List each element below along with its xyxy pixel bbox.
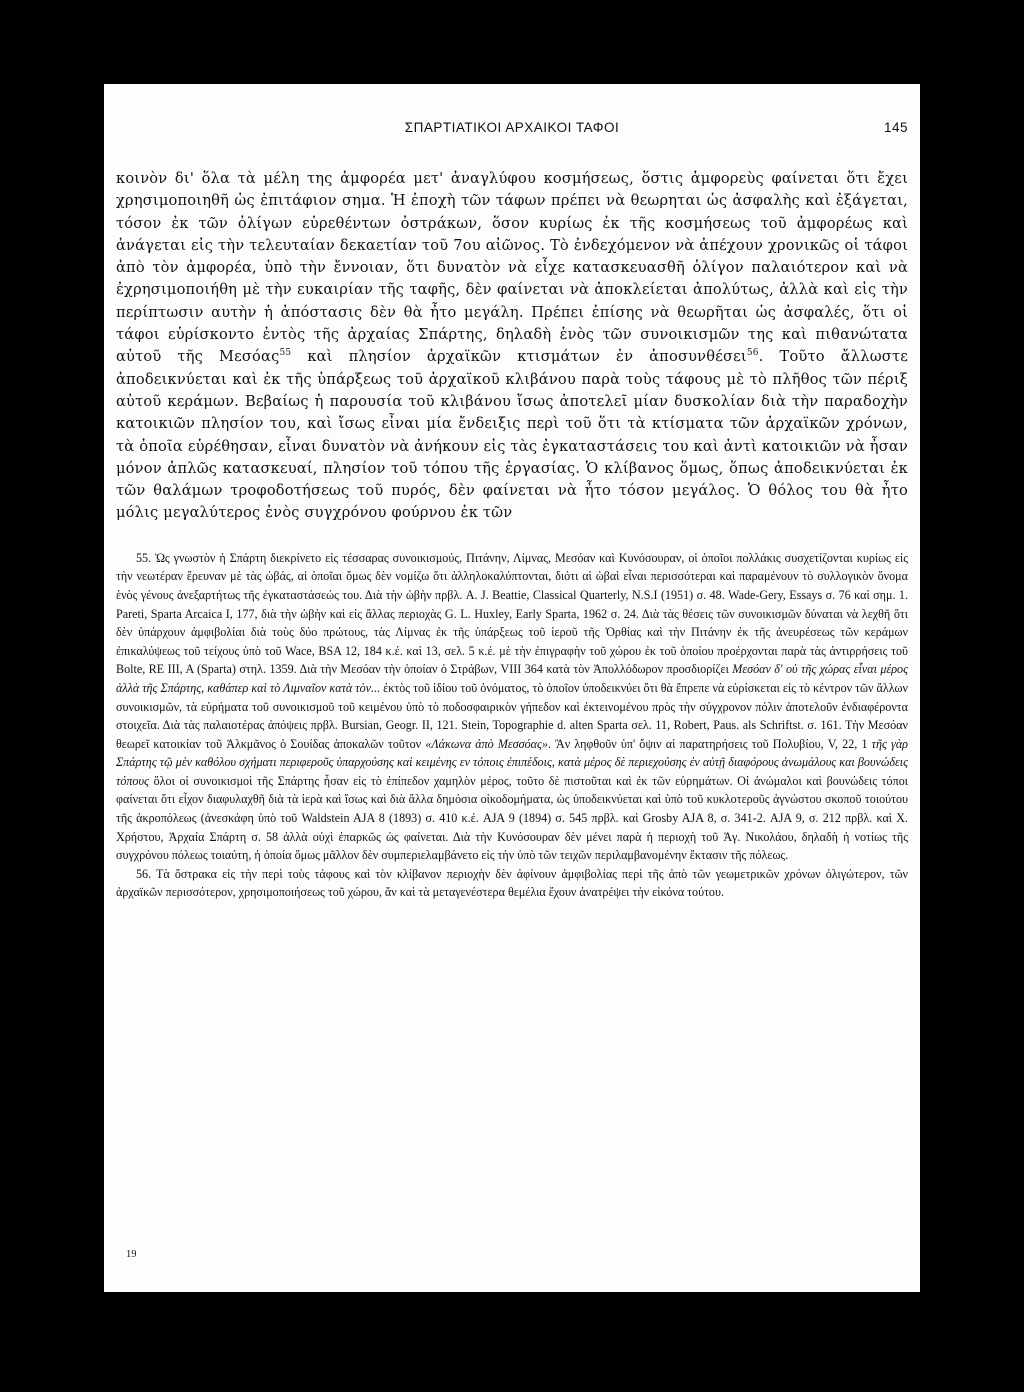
footnote-ref-55[interactable]: 55 (279, 348, 292, 359)
footnote-ref-56[interactable]: 56 (746, 348, 759, 359)
body-paragraph (116, 168, 908, 525)
footnote-text: . Ἂν ληφθοῦν ὑπ' ὄψιν αἱ παρατηρήσεις τοῦ Πολυβίου, V, 22, 1 (547, 736, 872, 751)
footnote-number: 55. (136, 550, 152, 565)
footnote-quote: «Λάκωνα ἀπὸ Μεσσόας» (425, 736, 548, 751)
footnotes (116, 549, 908, 902)
body-text-run: . Τοῦτο ἄλλωστε ἀποδεικνύεται καὶ ἐκ τῆς ὑπάρξεως τοῦ ἀρχαϊκοῦ κλιβάνου παρὰ τοὺς τάφους μὲ τὸ πλῆθος τῶν πέριξ αὐτοῦ κεράμων. Βεβαίως ἡ παρουσία τοῦ κλιβάνου ἴσως ἀποτελεῖ μίαν δυσκολίαν διὰ τὴν παραδοχὴν κατοικιῶν πλησίον του, καὶ ἴσως εἶναι μία ἔνδειξις περὶ τοῦ ὅτι τὰ κτίσματα τῶν ἀρχαϊκῶν χρόνων, τὰ ὁποῖα εὑρέθησαν, εἶναι δυνατὸν νὰ ἀνήκουν εἰς τὰς ἐγκαταστάσεις του καὶ ἀντὶ κατοικιῶν νὰ ἦσαν μόνον ἁπλῶς κατασκευαί, πλησίον τοῦ τόπου τῆς ἐργασίας. Ὁ κλίβανος ὅμως, ὅπως ἀποδεικνύεται ἐκ τῶν θαλάμων τροφοδοτήσεως τοῦ πυρός, δὲν φαίνεται νὰ ἦτο τόσον μεγάλος. Ὁ θόλος του θὰ ἦτο μόλις μεγαλύτερος ἑνὸς συγχρόνου φούρνου ἐκ τῶν (116, 348, 908, 522)
signature-mark: 19 (126, 1249, 137, 1260)
footnote-number: 56. (136, 866, 152, 881)
document-page (104, 84, 920, 1292)
page-number: 145 (883, 120, 908, 135)
body-text (116, 168, 908, 525)
running-title: ΣΠΑΡΤΙΑΤΙΚΟΙ ΑΡΧΑΙΚΟΙ ΤΑΦΟΙ (404, 120, 620, 135)
body-text-run: καὶ πλησίον ἀρχαϊκῶν κτισμάτων ἐν ἀποσυνθέσει (291, 348, 747, 366)
footnote-text: Ὡς γνωστὸν ἡ Σπάρτη διεκρίνετο εἰς τέσσαρας συνοικισμούς, Πιτάνην, Λίμνας, Μεσόαν καὶ Κυνόσουραν, οἱ ὁποῖοι πολλάκις συσχετίζονται κυρίως εἰς τὴν νεωτέραν ἔρευναν μὲ τὰς ὠβάς, αἱ ὁποῖαι ὅμως δὲν νομίζω ὅτι ἀλληλοκαλύπτονται, διότι αἱ ὠβαὶ εἶναι περισσότεραι καὶ παραμένουν τὸ συλλογικὸν ὄνομα ἑνὸς γένους ἀνεξαρτήτως τῆς ἐγκαταστάσεώς του. Διὰ τὴν ὠβὴν πρβλ. A. J. Beattie, Classical Quarterly, N.S.I (1951) σ. 48. Wade-Gery, Essays σ. 76 καὶ σημ. 1. Pareti, Sparta Arcaica I, 177, διὰ τὴν ὠβὴν καὶ εἰς ἄλλας περιοχὰς G. L. Huxley, Early Sparta, 1962 σ. 24. Διὰ τὰς θέσεις τῶν συνοικισμῶν δύναται νὰ λεχθῆ ὅτι δὲν ὑπάρχουν ἀμφιβολίαι διὰ τοὺς δύο πρώτους, τὰς Λίμνας ἐκ τῆς ὑπάρξεως τοῦ ἱεροῦ τῆς Ὀρθίας καὶ τὴν Πιτάνην ἐκ τῆς ἀνευρέσεως τῶν κεράμων ἐπικαλύψεως τοῦ τείχους ὑπὸ τοῦ Wace, BSA 12, 184 κ.έ. καὶ 13, σελ. 5 κ.έ. μὲ τὴν ἐπιγραφὴν τοῦ χώρου ἐκ τοῦ ὁποίου προέρχονται παρὰ τὰς ἀντιρρήσεις τοῦ Bolte, RE III, A (Sparta) στηλ. 1359. Διὰ τὴν Μεσόαν τὴν ὁποίαν ὁ Στράβων, VIII 364 κατὰ τὸν Ἀπολλόδωρον προσδιορίζει (116, 550, 908, 677)
footnote-55 (116, 549, 908, 865)
running-head (116, 120, 908, 148)
footnote-text: Τὰ ὄστρακα εἰς τὴν περὶ τοὺς τάφους καὶ τὸν κλίβανον περιοχὴν δὲν ἀφίνουν ἀμφιβολίας περὶ τῆς ἀπὸ τῶν γεωμετρικῶν χρόνων ὀλιγώτερον, τῶν ἀρχαϊκῶν περισσότερον, χρησιμοποιήσεως τοῦ χώρου, ἄν καὶ τὰ μεταγενέστερα θεμέλια ἔχουν ἀνατρέψει τὴν εἰκόνα τούτου. (116, 866, 908, 900)
footnote-text: ἐκτὸς τοῦ ἰδίου τοῦ ὀνόματος, τὸ ὁποῖον ὑποδεικνύει ὅτι θὰ ἔπρεπε νὰ εὑρίσκεται εἰς τὸ κέντρον τῶν ἄλλων συνοικισμῶν, τὰ εὑρήματα τοῦ συνοικισμοῦ τοῦ κειμένου ὑπὸ τὸ ποδοσφαιρικὸν γήπεδον καὶ ἐκτεινομένου πρὸς τὴν σύγχρονον πόλιν ἀποτελοῦν ἐνδιαφέροντα στοιχεῖα. Διὰ τὰς παλαιοτέρας ἀπόψεις πρβλ. Bursian, Geogr. II, 121. Stein, Topographie d. alten Sparta σελ. 11, Robert, Paus. als Schriftst. σ. 161. Τὴν Μεσόαν θεωρεῖ κατοικίαν τοῦ Ἀλκμᾶνος ὁ Σουίδας ἀποκαλῶν τοῦτον (116, 680, 908, 751)
footnote-quote: Μεσόαν δ' οὐ τῆς χώρας εἶναι μέρος ἀλλὰ τῆς Σπάρτης, καθάπερ καὶ τὸ Λιμναῖον κατὰ τὸν... (116, 662, 908, 695)
footnote-56 (116, 865, 908, 902)
body-text-run: κοινὸν δι' ὅλα τὰ μέλη της ἀμφορέα μετ' ἀναγλύφου κοσμήσεως, ὅστις ἀμφορεὺς φαίνεται ὅτι ἔχει χρησιμοποιηθῆ ὡς ἐπιτάφιον σημα. Ἡ ἐποχὴ τῶν τάφων πρέπει νὰ θεωρηται ὡς ἀσφαλὴς καὶ ἐξάγεται, τόσον ἐκ τῶν ὀλίγων εὑρεθέντων ὀστράκων, ὅσον κυρίως ἐκ τῆς κοσμήσεως τοῦ ἀμφορέως καὶ ἀνάγεται εἰς τὴν τελευταίαν δεκαετίαν τοῦ 7ου αἰῶνος. Τὸ ἐνδεχόμενον νὰ ἀπέχουν χρονικῶς οἱ τάφοι ἀπὸ τὸν ἀμφορέα, ὑπὸ τὴν ἔννοιαν, ὅτι δυνατὸν νὰ εἶχε κατασκευασθῆ ὀλίγον παλαιότερον καὶ νὰ ἐχρησιμοποιήθη μὲ τὴν ευκαιρίαν τῆς ταφῆς, δὲν φαίνεται νὰ ἀποκλείεται ἀπολύτως, ἀλλὰ καὶ εἰς τὴν περίπτωσιν αυτὴν ἡ ἀπόστασις δὲν θὰ ἦτο μεγάλη. Πρέπει ἐπίσης νὰ θεωρῆται ὡς ἀσφαλές, ὅτι οἱ τάφοι εὑρίσκοντο ἐντὸς τῆς ἀρχαίας Σπάρτης, δηλαδὴ ἑνὸς τῶν συνοικισμῶν της καὶ πιθανώτατα αὐτοῦ τῆς Μεσόας (116, 170, 908, 366)
footnote-text: ὅλοι οἱ συνοικισμοὶ τῆς Σπάρτης ἦσαν εἰς τὸ ἐπίπεδον χαμηλὸν μέρος, τοῦτο δὲ πιστοῦται καὶ ἐκ τῶν εὑρημάτων. Οἱ ἀνώμαλοι καὶ βουνώδεις τόποι φαίνεται ὅτι εἶχον διαφυλαχθῆ διὰ τὰ ἱερὰ καὶ ἴσως καὶ διὰ ἄλλα δημόσια οἰκοδομήματα, ὡς ὑποδεικνύεται καὶ ὑπὸ τοῦ κυκλοτεροῦς ἀγνώστου σκοποῦ τοιούτου τῆς ἀκροπόλεως (ἀνεσκάφη ὑπὸ τοῦ Waldstein AJA 8 (1893) σ. 410 κ.έ. AJA 9 (1894) σ. 545 πρβλ. καὶ Grosby AJA 8, σ. 341-2. AJA 9, σ. 212 πρβλ. καὶ Χ. Χρήστου, Ἀρχαία Σπάρτη σ. 58 ἀλλὰ οὐχὶ ἐπαρκῶς ὡς φαίνεται. Διὰ τὴν Κυνόσουραν δὲν μένει παρὰ ἡ περιοχὴ τοῦ Ἁγ. Νικολάου, δηλαδὴ ἡ νοτίως τῆς συγχρόνου πόλεως τοιαύτη, ἡ ὁποία ὅμως μᾶλλον δὲν συμπεριελαμβάνετο εἰς τὴν ὑπὸ τῶν τειχῶν περιλαμβανομένην ἔκτασιν τῆς πόλεως. (116, 773, 908, 863)
footnote-quote: τῆς γὰρ Σπάρτης τῷ μὲν καθόλου σχήματι περιφεροῦς ὑπαρχούσης καὶ κειμένης εν τόποις ἐπιπέδοις, κατὰ μέρος δὲ περιεχούσης ἐν αὐτῇ διαφόρους ἀνωμάλους και βουνώδεις τόπους (116, 736, 908, 788)
